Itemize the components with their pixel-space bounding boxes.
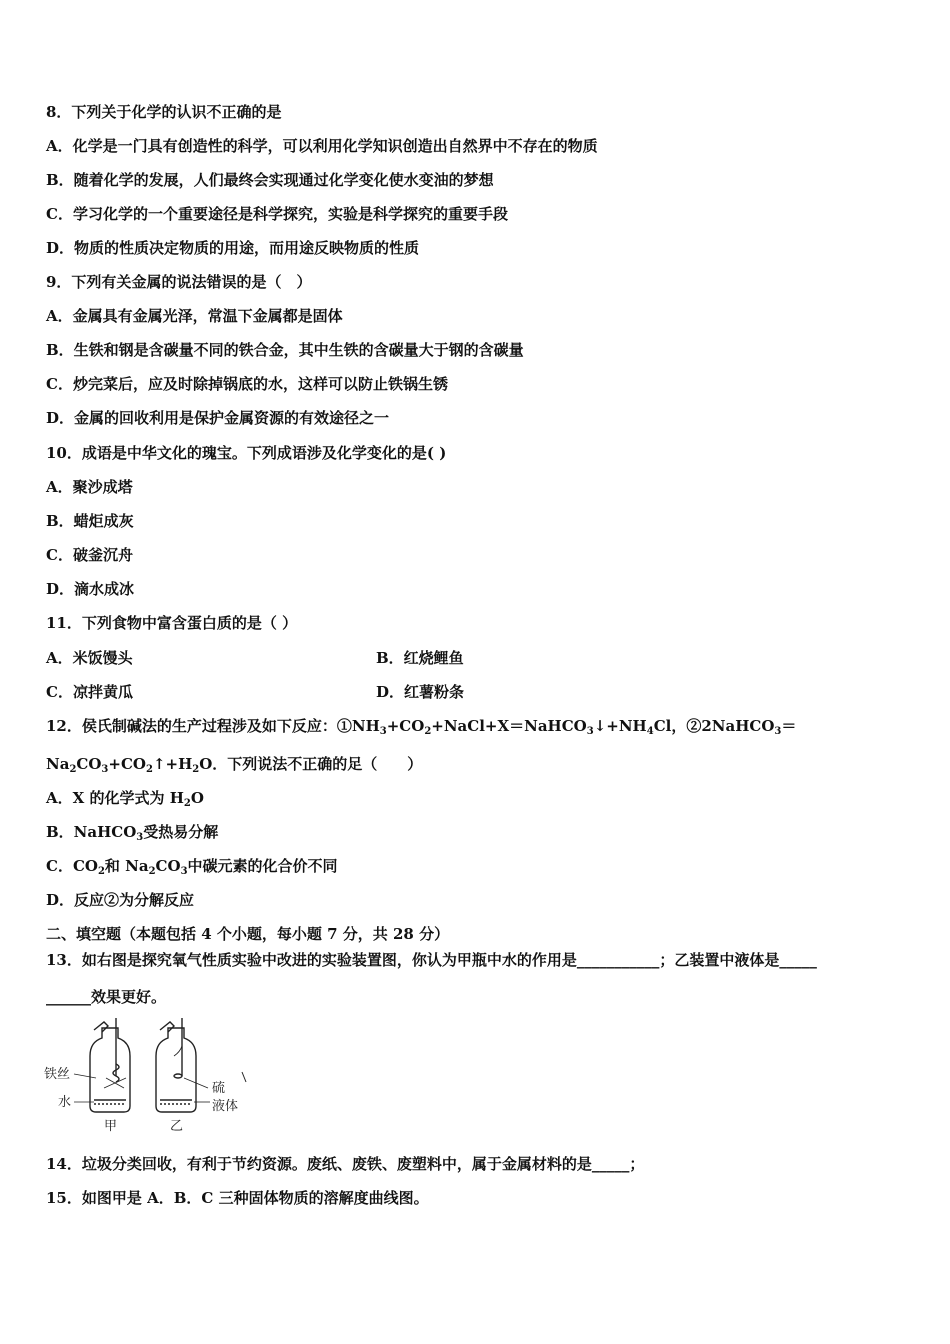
q11-option-d: D．红薯粉条	[376, 683, 465, 701]
q8-option-d: D．物质的性质决定物质的用途，而用途反映物质的性质	[46, 239, 420, 257]
q12-option-c: C．$CO_2$和 $Na_2CO_3$中碳元素的化合价不同	[46, 857, 338, 877]
q12-option-a: A．X 的化学式为 $H_2O$	[46, 789, 204, 809]
label-liquid: 液体	[212, 1099, 239, 1114]
bottle-yi	[156, 1018, 196, 1112]
q9-option-a: A．金属具有金属光泽，常温下金属都是固体	[46, 307, 343, 325]
q11-option-c: C．凉拌黄瓜	[46, 683, 133, 701]
q12-stem-line2: $Na_2CO_3+CO_2↑+H_2O$．下列说法不正确的足（ ）	[46, 755, 423, 775]
q10-stem: 10．成语是中华文化的瑰宝。下列成语涉及化学变化的是( )	[46, 444, 447, 462]
q10-option-b: B．蜡炬成灰	[46, 512, 134, 530]
q12-stem-line1: 12．侯氏制碱法的生产过程涉及如下反应：$①NH_3+CO_2+NaCl+X=NaHCO_3↓+NH_4Cl$，②2NaHCO$_3$＝	[46, 717, 797, 737]
q9-option-b: B．生铁和钢是含碳量不同的铁合金，其中生铁的含碳量大于钢的含碳量	[46, 341, 524, 359]
q10-option-c: C．破釜沉舟	[46, 546, 133, 564]
label-yi: 乙	[170, 1119, 184, 1134]
q8-stem: 8．下列关于化学的认识不正确的是	[46, 103, 282, 121]
bottle-jia	[90, 1018, 130, 1112]
q10-option-d: D．滴水成冰	[46, 580, 135, 598]
q13-line1: 13．如右图是探究氧气性质实验中改进的实验装置图，你认为甲瓶中水的作用是___________；乙装置中液体是_____	[46, 951, 817, 969]
q8-option-b: B．随着化学的发展，人们最终会实现通过化学变化使水变油的梦想	[46, 171, 494, 189]
label-water: 水	[58, 1095, 72, 1110]
q9-stem: 9．下列有关金属的说法错误的是（ ）	[46, 273, 312, 291]
q11-option-b: B．红烧鲤鱼	[376, 649, 464, 667]
q8-option-a: A．化学是一门具有创造性的科学，可以利用化学知识创造出自然界中不存在的物质	[46, 137, 598, 155]
q9-option-c: C．炒完菜后，应及时除掉锅底的水，这样可以防止铁锅生锈	[46, 375, 448, 393]
q12-option-b: B．NaHCO$_3$受热易分解	[46, 823, 219, 843]
q13-line2: ______效果更好。	[46, 988, 167, 1006]
label-sulfur: 硫	[212, 1081, 226, 1096]
q10-option-a: A．聚沙成塔	[46, 478, 133, 496]
q9-option-d: D．金属的回收利用是保护金属资源的有效途径之一	[46, 409, 390, 427]
section-2-heading: 二、填空题（本题包括 4 个小题，每小题 7 分，共 28 分）	[46, 925, 450, 943]
label-wire: 铁丝	[44, 1067, 71, 1082]
q15: 15．如图甲是 A．B．C 三种固体物质的溶解度曲线图。	[46, 1189, 429, 1207]
q14: 14．垃圾分类回收，有利于节约资源。废纸、废铁、废塑料中，属于金属材料的是_____；	[46, 1155, 645, 1173]
q11-option-a: A．米饭馒头	[46, 649, 133, 667]
experiment-apparatus-figure	[44, 1016, 264, 1136]
q8-option-c: C．学习化学的一个重要途径是科学探究，实验是科学探究的重要手段	[46, 205, 508, 223]
q12-option-d: D．反应②为分解反应	[46, 891, 195, 909]
q11-stem: 11．下列食物中富含蛋白质的是（ ）	[46, 614, 298, 632]
label-jia: 甲	[104, 1119, 118, 1134]
